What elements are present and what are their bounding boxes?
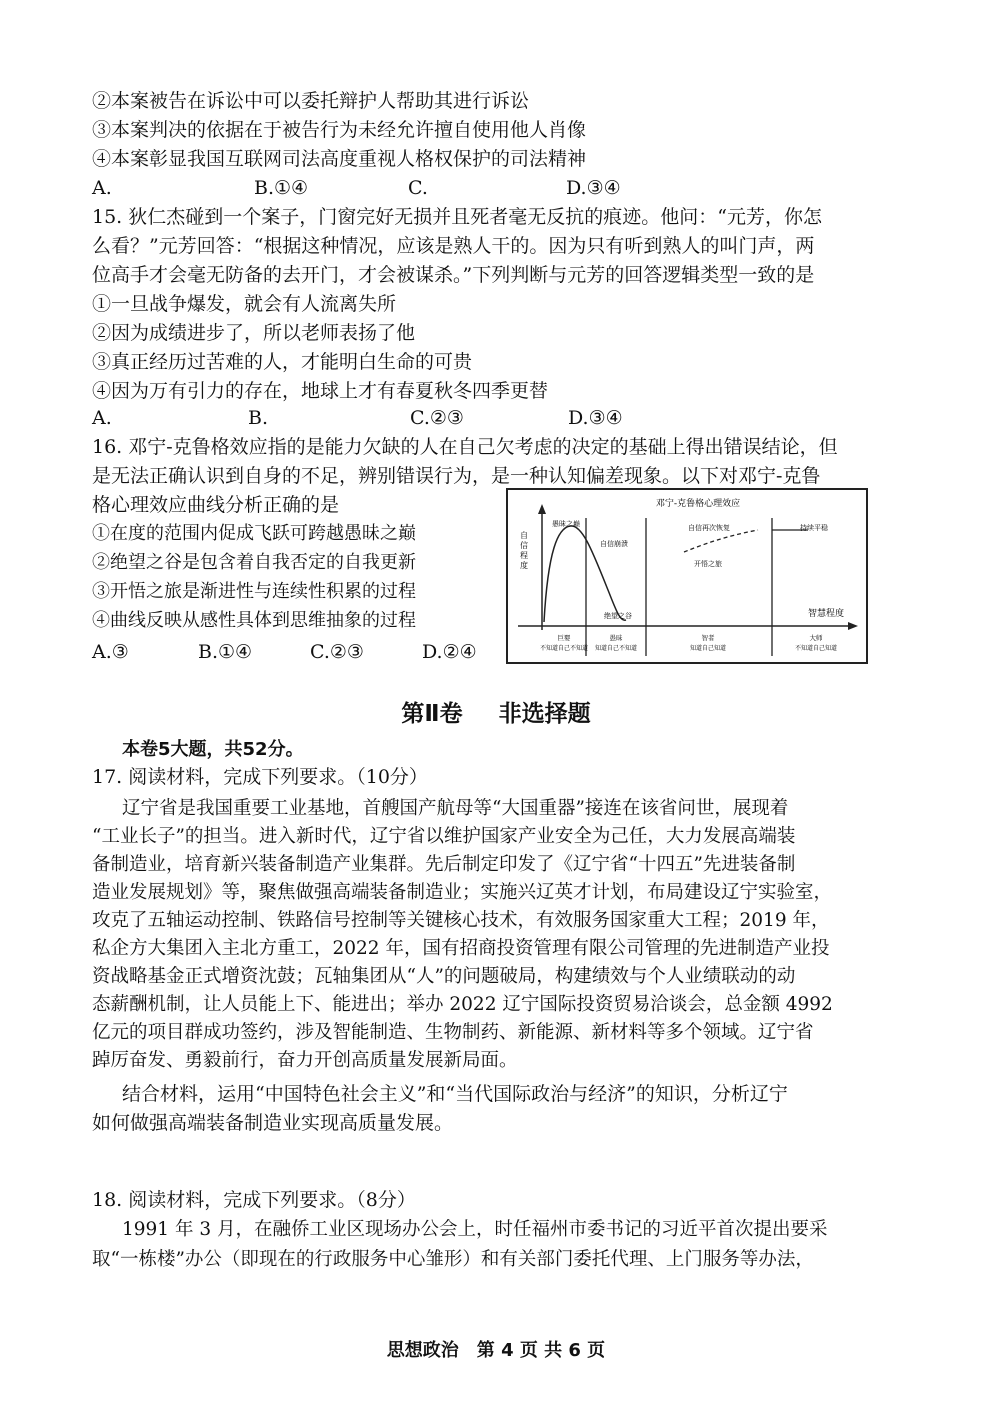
q15-option-c: C.②③ (410, 407, 464, 429)
x-axis-label: 智慧程度 (807, 609, 844, 619)
q15-statement-1: ①一旦战争爆发，就会有人流离失所 (92, 293, 397, 315)
q17-question-line: 如何做强高端装备制造业实现高质量发展。 (92, 1112, 454, 1134)
q14-statement-3: ③本案判决的依据在于被告行为未经允许擅自使用他人肖像 (92, 119, 587, 141)
q18-material-line: 取“一栋楼”办公（即现在的行政服务中心雏形）和有关部门委托代理、上门服务等办法， (92, 1249, 814, 1270)
q16-statement-1: ①在度的范围内促成飞跃可跨越愚昧之巅 (92, 523, 416, 544)
stage-label-3: 智者 (701, 634, 715, 642)
q15-stem-1: 15. 狄仁杰碰到一个案子，门窗完好无损并且死者毫无反抗的痕迹。他问：“元芳，你怎 (92, 206, 822, 228)
q16-stem-3: 格心理效应曲线分析正确的是 (92, 494, 340, 516)
annotation-collapse: 自信崩溃 (600, 540, 628, 548)
q16-option-d: D.②④ (422, 641, 477, 663)
q17-material-line: 辽宁省是我国重要工业基地，首艘国产航母等“大国重器”接连在该省问世，展现着 (122, 798, 789, 819)
q17-material-line: 踔厉奋发、勇毅前行，奋力开创高质量发展新局面。 (92, 1050, 518, 1071)
q14-option-b: B.①④ (254, 177, 309, 199)
section-title: 第Ⅱ卷 非选择题 (401, 701, 591, 727)
curve-enlightenment (684, 530, 758, 552)
q14-statement-4: ④本案彰显我国互联网司法高度重视人格权保护的司法精神 (92, 148, 587, 170)
chart-title: 邓宁-克鲁格心理效应 (655, 499, 741, 509)
q18-material-line: 1991 年 3 月，在融侨工业区现场办公会上，时任福州市委书记的习近平首次提出要采 (122, 1219, 828, 1240)
q15-option-d: D.③④ (568, 407, 623, 429)
q16-option-c: C.②③ (310, 641, 364, 663)
q17-material-line: 造业发展规划》等，聚焦做强高端装备制造业；实施兴辽英才计划，布局建设辽宁实验室， (92, 882, 833, 903)
y-axis-label: 自信程度 (520, 531, 528, 570)
q14-option-a: A. (92, 177, 112, 199)
q16-option-b: B.①④ (198, 641, 253, 663)
q17-material-line: “工业长子”的担当。进入新时代，辽宁省以维护国家产业安全为己任，大力发展高端装 (92, 826, 796, 847)
q17-question-line: 结合材料，运用“中国特色社会主义”和“当代国际政治与经济”的知识，分析辽宁 (122, 1083, 788, 1105)
stage-label-1: 巨婴 (557, 634, 571, 642)
annotation-plateau: 持续平稳 (800, 524, 828, 532)
q17-material-line: 备制造业，培育新兴装备制造产业集群。先后制定印发了《辽宁省“十四五”先进装备制 (92, 854, 796, 875)
q17-material-line: 资战略基金正式增资沈鼓；瓦轴集团从“人”的问题破局，构建绩效与个人业绩联动的动 (92, 966, 796, 987)
annotation-enlightenment: 开悟之旅 (694, 560, 722, 568)
q14-statement-2: ②本案被告在诉讼中可以委托辩护人帮助其进行诉讼 (92, 90, 530, 112)
x-axis-arrow-icon (848, 622, 858, 630)
stage-label-4: 大师 (809, 634, 823, 642)
q17-material-line: 亿元的项目群成功签约，涉及智能制造、生物制药、新能源、新材料等多个领域。辽宁省 (92, 1022, 814, 1043)
q15-option-b: B. (248, 407, 269, 429)
page-footer: 思想政治 第 4 页 共 6 页 (386, 1340, 606, 1361)
stage-label-2-desc: 知道自己不知道 (594, 645, 638, 652)
q15-option-a: A. (92, 407, 112, 429)
q16-statement-2: ②绝望之谷是包含着自我否定的自我更新 (92, 552, 416, 573)
q18-heading: 18. 阅读材料，完成下列要求。（8分） (92, 1189, 416, 1211)
q17-material-line: 私企方大集团入主北方重工，2022 年，国有招商投资管理有限公司管理的先进制造产业投 (92, 938, 830, 959)
q14-option-d: D.③④ (566, 177, 621, 199)
q15-stem-3: 位高手才会毫无防备的去开门，才会被谋杀。”下列判断与元芳的回答逻辑类型一致的是 (92, 264, 815, 286)
dunning-kruger-chart (506, 488, 868, 664)
q15-statement-2: ②因为成绩进步了，所以老师表扬了他 (92, 322, 416, 344)
annotation-peak: 愚昧之巅 (552, 520, 580, 528)
q16-statement-4: ④曲线反映从感性具体到思维抽象的过程 (92, 610, 416, 631)
annotation-recovery: 自信再次恢复 (688, 524, 730, 532)
stage-label-2: 愚昧 (609, 634, 623, 642)
q17-material-line: 攻克了五轴运动控制、铁路信号控制等关键核心技术，有效服务国家重大工程；2019 年， (92, 910, 830, 931)
q16-statement-3: ③开悟之旅是渐进性与连续性积累的过程 (92, 581, 416, 602)
q17-material-line: 态薪酬机制，让人员能上下、能进出；举办 2022 辽宁国际投资贸易洽谈会，总金额 4992 (92, 994, 833, 1015)
stage-label-3-desc: 知道自己知道 (689, 645, 727, 652)
q16-stem-1: 16. 邓宁-克鲁格效应指的是能力欠缺的人在自己欠考虑的决定的基础上得出错误结论，但 (92, 436, 838, 458)
y-axis-arrow-icon (538, 504, 546, 514)
section-intro: 本卷5大题，共52分。 (122, 739, 304, 760)
stage-label-4-desc: 不知道自己知道 (794, 645, 838, 652)
stage-label-1-desc: 不知道自己不知道 (539, 645, 589, 652)
q16-option-a: A.③ (92, 641, 129, 663)
q15-statement-4: ④因为万有引力的存在，地球上才有春夏秋冬四季更替 (92, 380, 549, 402)
q15-stem-2: 么看？”元芳回答：“根据这种情况，应该是熟人干的。因为只有听到熟人的叫门声，两 (92, 235, 815, 257)
q14-option-c: C. (408, 177, 428, 199)
q16-stem-2: 是无法正确认识到自身的不足，辨别错误行为，是一种认知偏差现象。以下对邓宁-克鲁 (92, 465, 821, 487)
q15-statement-3: ③真正经历过苦难的人，才能明白生命的可贵 (92, 351, 473, 373)
q17-heading: 17. 阅读材料，完成下列要求。（10分） (92, 766, 428, 788)
annotation-valley: 绝望之谷 (604, 612, 632, 620)
